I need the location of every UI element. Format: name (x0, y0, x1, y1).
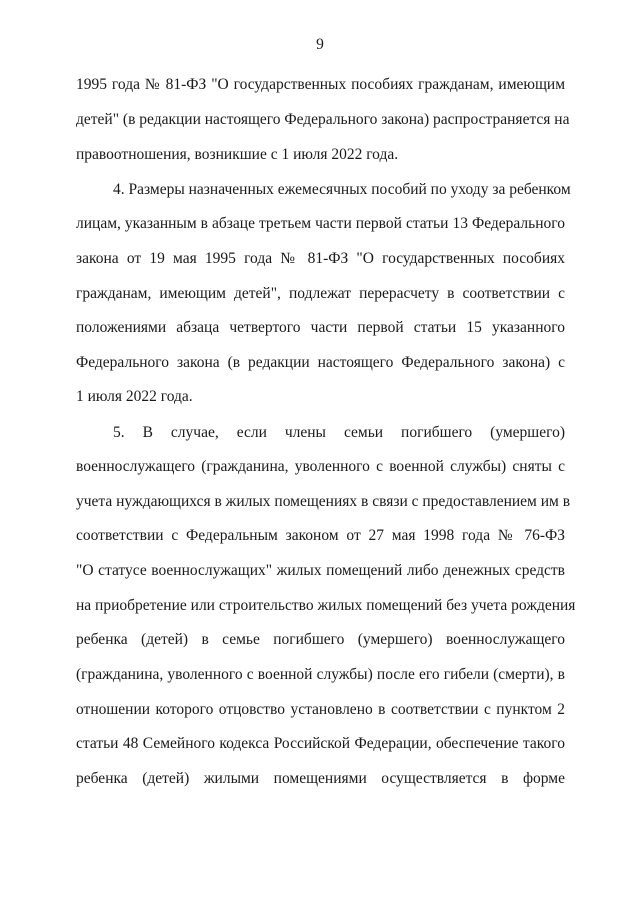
text-line: "О статусе военнослужащих" жилых помещений либо денежных средств (76, 562, 565, 579)
text-line: положениями абзаца четвертого части первой статьи 15 указанного (76, 319, 565, 336)
page-number: 9 (316, 36, 324, 53)
text-line: военнослужащего (гражданина, уволенного с военной службы) сняты с (76, 458, 565, 475)
text-line: Федерального закона (в редакции настоящего Федерального закона) с (76, 354, 565, 371)
text-line: (гражданина, уволенного с военной службы) после его гибели (смерти), в (76, 666, 565, 683)
text-line: 5. В случае, если члены семьи погибшего (умершего) (113, 424, 565, 441)
text-line: гражданам, имеющим детей", подлежат перерасчету в соответствии с (76, 285, 565, 302)
text-line: детей" (в редакции настоящего Федерального закона) распространяется на (76, 111, 570, 128)
text-line: статьи 48 Семейного кодекса Российской Федерации, обеспечение такого (76, 735, 565, 752)
text-line: правоотношения, возникшие с 1 июля 2022 года. (76, 146, 399, 163)
text-line: ребенка (детей) жилыми помещениями осуществляется в форме (76, 770, 565, 787)
text-line: соответствии с Федеральным законом от 27 мая 1998 года № 76-ФЗ (76, 527, 565, 544)
text-line: на приобретение или строительство жилых помещений без учета рождения (76, 597, 576, 614)
text-line: 1 июля 2022 года. (76, 388, 193, 405)
text-line: ребенка (детей) в семье погибшего (умершего) военнослужащего (76, 631, 565, 648)
text-line: отношении которого отцовство установлено в соответствии с пунктом 2 (76, 701, 565, 718)
text-line: учета нуждающихся в жилых помещениях в связи с предоставлением им в (76, 493, 571, 510)
text-line: лицам, указанным в абзаце третьем части первой статьи 13 Федерального (76, 215, 565, 232)
text-line: 1995 года № 81-ФЗ "О государственных пособиях гражданам, имеющим (76, 76, 565, 93)
text-line: 4. Размеры назначенных ежемесячных пособий по уходу за ребенком (113, 181, 571, 198)
text-line: закона от 19 мая 1995 года № 81-ФЗ "О государственных пособиях (76, 250, 565, 267)
